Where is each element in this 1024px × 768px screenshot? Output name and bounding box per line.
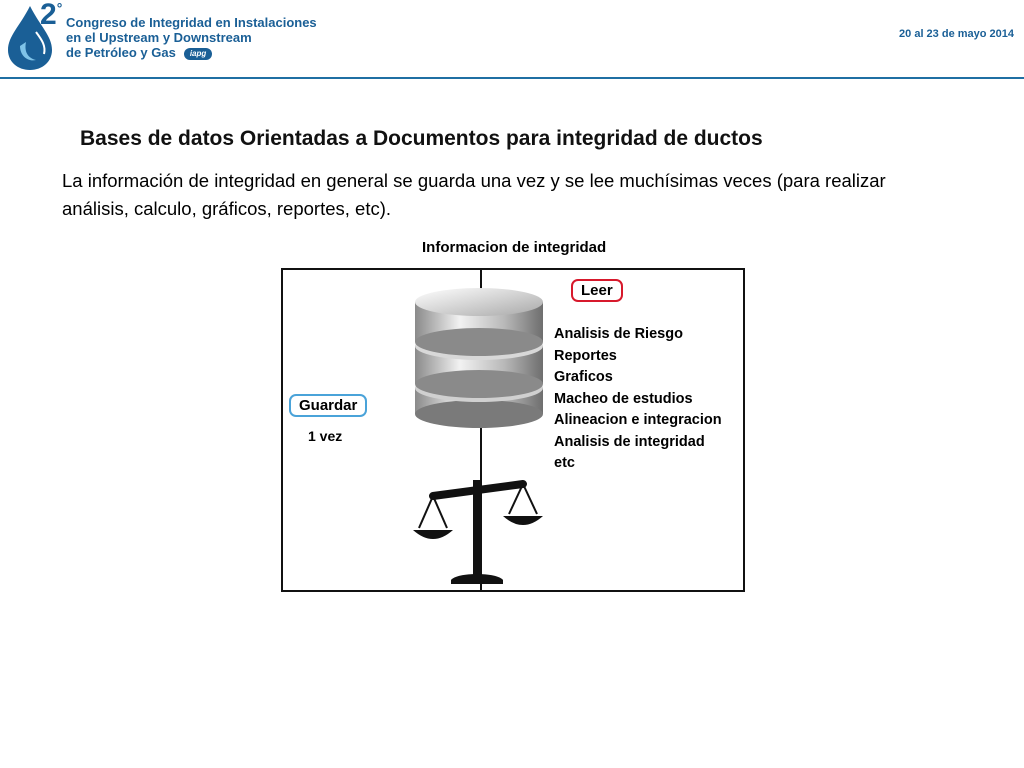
conference-title: [66, 15, 326, 60]
header-divider: [0, 77, 1024, 79]
frequency-label: 1 vez: [308, 428, 343, 444]
leer-label: Leer: [571, 279, 623, 302]
list-item: etc: [554, 455, 575, 471]
read-uses-list: [554, 324, 722, 475]
guardar-label: Guardar: [289, 394, 367, 417]
iapg-badge: iapg: [184, 48, 212, 60]
list-item: Graficos: [554, 369, 613, 385]
list-item: Analisis de Riesgo: [554, 326, 683, 342]
integrity-diagram: [281, 268, 745, 592]
conference-title-line-2: en el Upstream y Downstream: [66, 30, 252, 45]
conference-title-line-1: Congreso de Integridad en Instalaciones: [66, 15, 317, 30]
list-item: Macheo de estudios: [554, 390, 693, 407]
event-date: 20 al 23 de mayo 2014: [899, 28, 1014, 40]
diagram-title: Informacion de integridad: [422, 239, 607, 256]
list-item: Analisis de integridad: [554, 433, 705, 450]
database-icon: [411, 282, 547, 432]
conference-title-line-3: de Petróleo y Gas iapg: [66, 45, 326, 60]
slide-body-text: La información de integridad en general se guarda una vez y se lee muchísimas veces (para realizar análisis, calculo, gráficos, reportes, etc).: [62, 170, 886, 219]
congress-edition-number: 2°: [40, 0, 63, 31]
balance-scale-icon: [413, 468, 543, 588]
slide-title: Bases de datos Orientadas a Documentos para integridad de ductos: [80, 127, 763, 150]
list-item: Alineacion e integracion: [554, 412, 722, 428]
list-item: Reportes: [554, 347, 617, 364]
